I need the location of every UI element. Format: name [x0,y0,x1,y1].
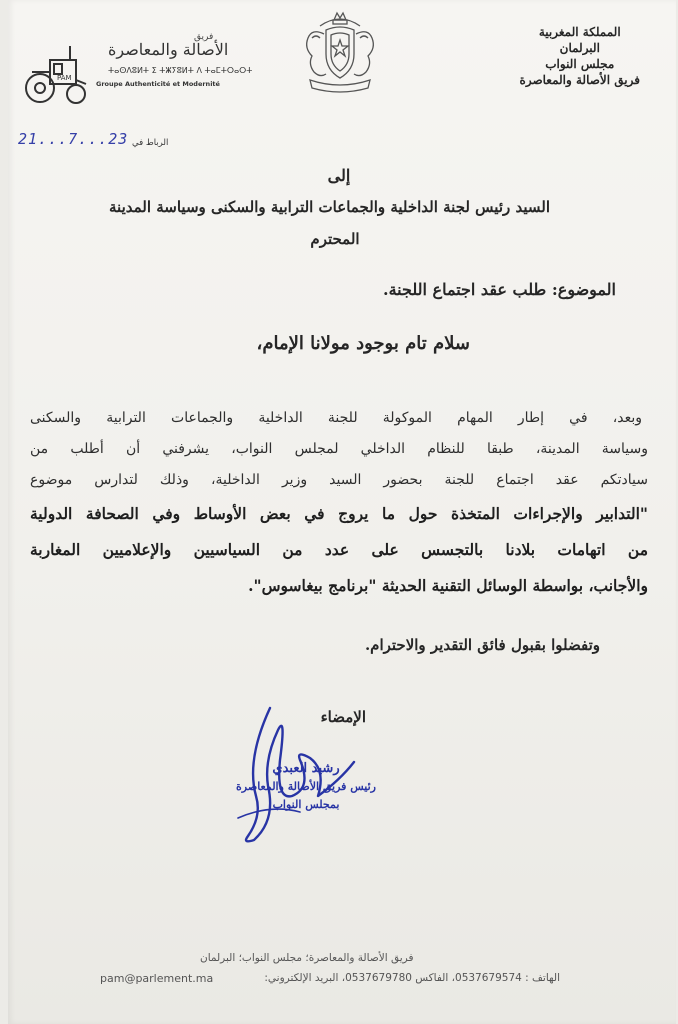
party-logo [24,32,253,116]
logo-group-label: فريق [194,32,214,42]
coat-of-arms-emblem [290,8,390,98]
date-label: الرباط في [132,138,169,148]
body-line-emphasis: من اتهامات بلادنا بالتجسس على عدد من السياسيين والإعلاميين المغاربة [30,540,648,559]
institution-letterhead [520,24,640,88]
date-line [14,128,174,158]
footer-address: فريق الأصالة والمعاصرة؛ مجلس النواب؛ البرلمان [200,952,414,964]
signer-institution: بمجلس النواب [272,798,340,811]
svg-text:PAM: PAM [57,74,72,82]
body-line-emphasis: "التدابير والإجراءات المتخذة حول ما يروج في بعض الأوساط وفي الصحافة الدولية [30,504,648,523]
letterhead-line: مجلس النواب [545,57,615,71]
letterhead-line: المملكة المغربية [538,25,621,39]
body-line: سيادتكم عقد اجتماع للجنة بحضور السيد وزير الداخلية، وذلك لتدارس موضوع [30,472,648,488]
logo-party-name: الأصالة والمعاصرة [108,40,229,59]
logo-french-name: Groupe Authenticité et Modernité [96,80,220,88]
logo-tifinagh-name: ⵜⴰⵙⴷⵓⵍⵜ ⵉ ⵜⵥⵢⵓⵍⵜ ⴷ ⵜⴰⵎⵜⵔⴰⵔⵜ [108,66,253,75]
signer-title: رئيس فريق الأصالة والمعاصرة [236,780,376,793]
recipient: السيد رئيس لجنة الداخلية والجماعات الترابية والسكنى وسياسة المدينة [109,198,550,216]
greeting: سلام تام بوجود مولانا الإمام، [256,333,470,354]
closing: وتفضلوا بقبول فائق التقدير والاحترام. [364,636,600,654]
subject-line [383,280,616,299]
tractor-icon [24,36,94,116]
footer-email: pam@parlement.ma [100,972,214,985]
letterhead-line: فريق الأصالة والمعاصرة [519,73,640,87]
body-line-emphasis: والأجانب، بواسطة الوسائل التقنية الحديثة "برنامج بيغاسوس". [248,576,648,595]
body-line: وبعد، في إطار المهام الموكولة للجنة الداخلية والجماعات الترابية والسكنى [30,410,642,426]
footer-contact: الهاتف : 0537679574، الفاكس 0537679780، البريد الإلكتروني: [264,972,560,984]
signature-stamp [206,760,406,814]
signature-label: الإمضاء [320,708,366,726]
address-to: إلى [327,166,351,185]
subject-label: الموضوع: [551,280,616,299]
letterhead-line: البرلمان [559,41,600,55]
date-value: 21...7...23 [18,130,129,148]
signer-name: رشيد العبدي [272,761,340,776]
subject-text: طلب عقد اجتماع اللجنة. [383,280,547,299]
letter-body [30,403,648,604]
honorific: المحترم [310,230,360,248]
body-line: وسياسة المدينة، طبقا للنظام الداخلي لمجلس النواب، يشرفني أن أطلب من [30,441,648,457]
